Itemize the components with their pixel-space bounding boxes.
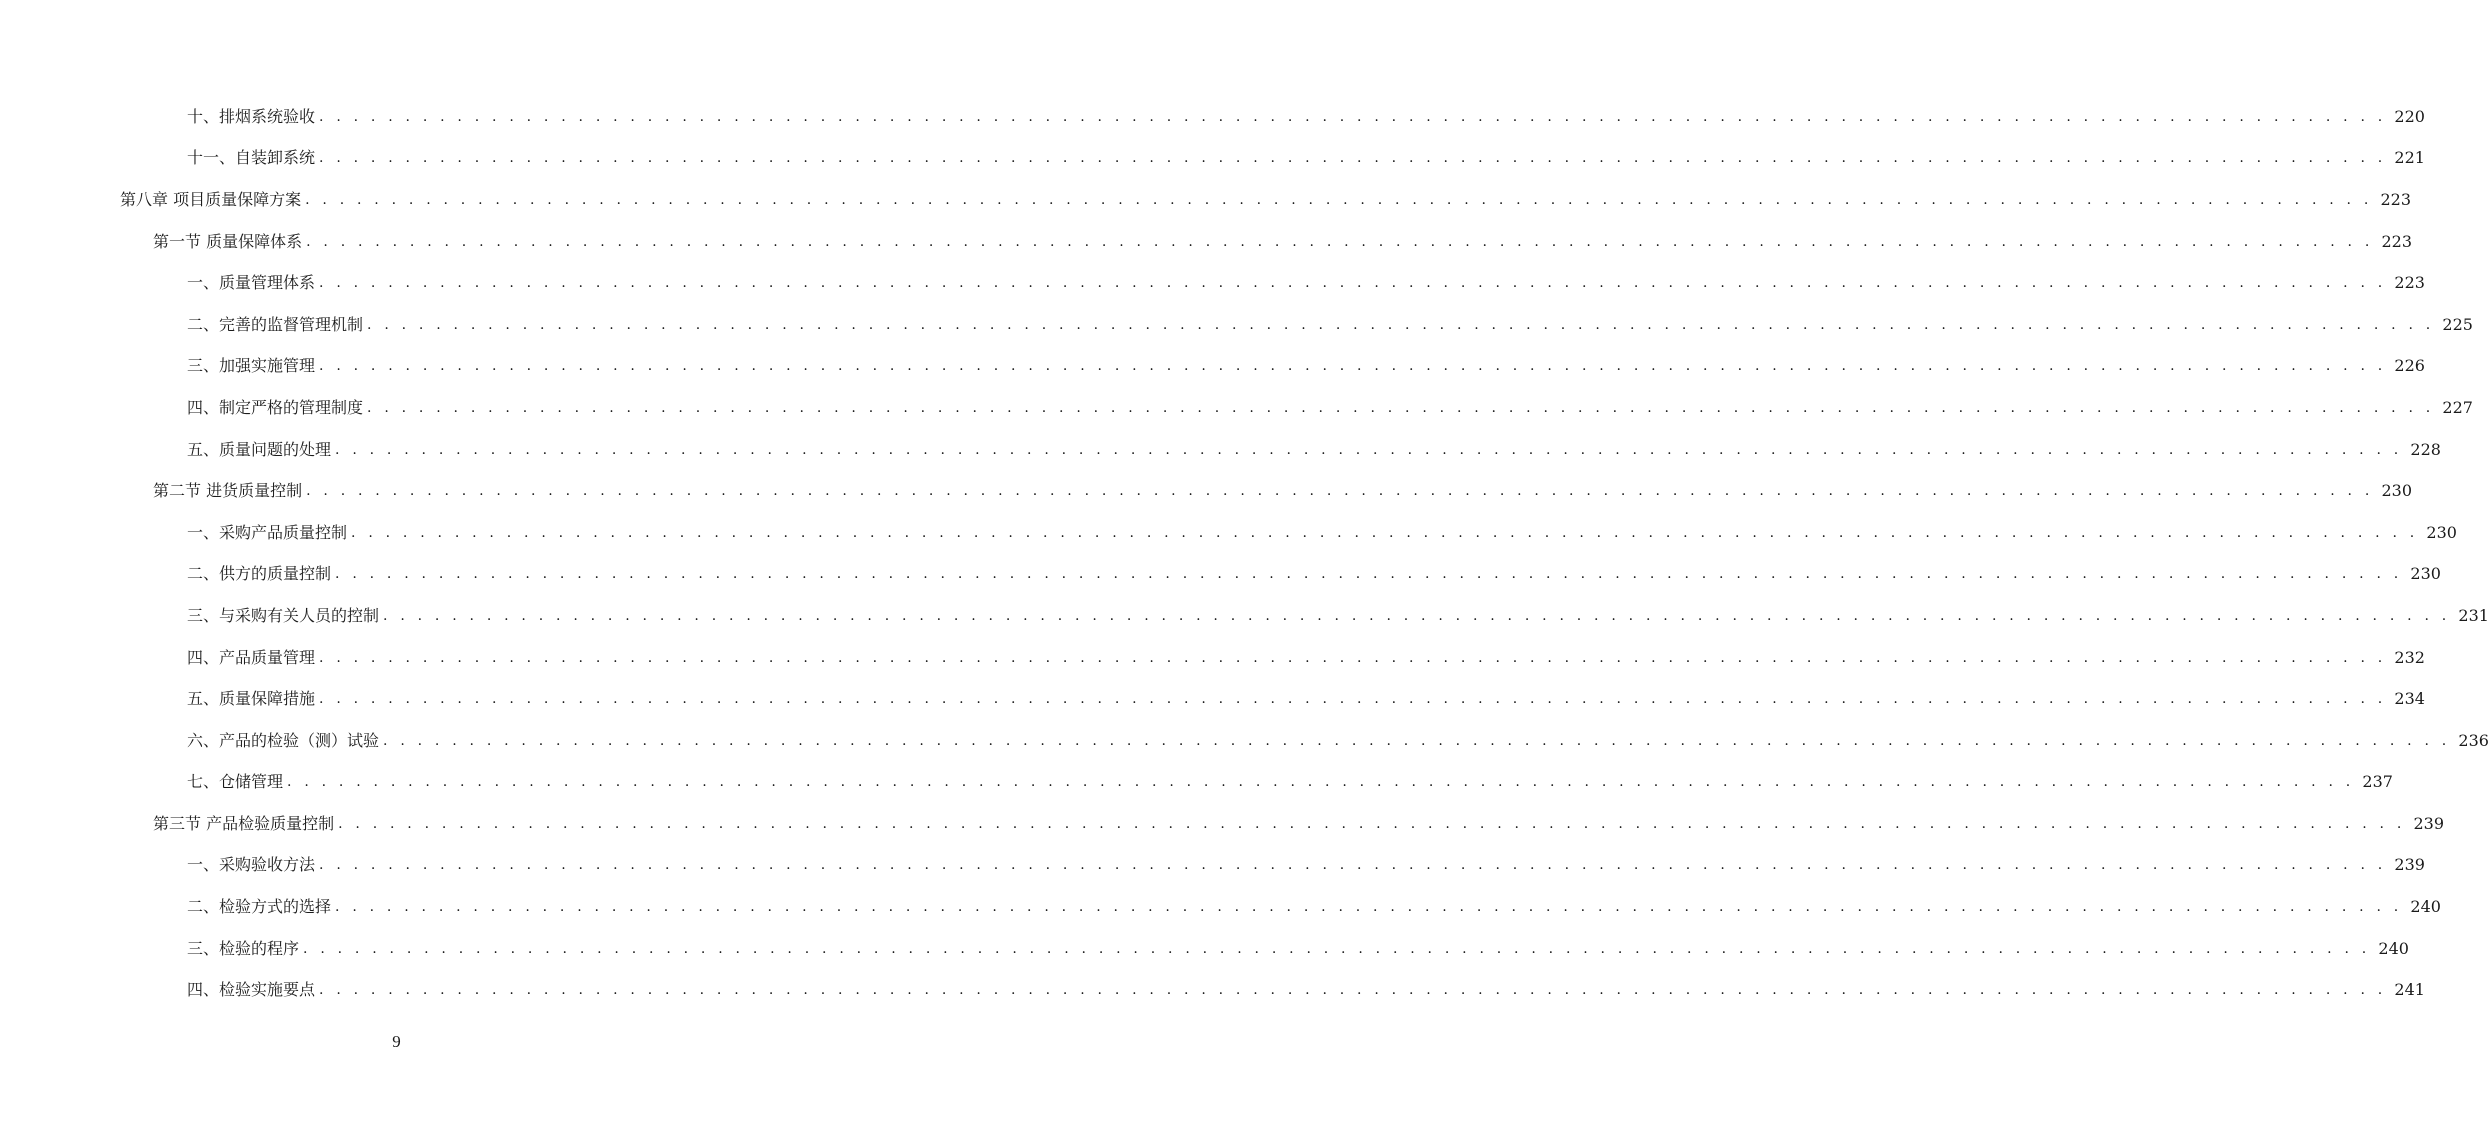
toc-entry-title: 二、完善的监督管理机制 — [187, 314, 364, 334]
toc-entry-page: 230 — [2426, 522, 2457, 542]
toc-entry-page: 228 — [2410, 439, 2441, 459]
toc-entry-title: 一、质量管理体系 — [187, 273, 316, 293]
toc-entry-page: 231 — [2458, 605, 2489, 625]
toc-dot-leader: . . . . . . . . . . . . . . . . . . . . . . . . . . . . . . . . . . . . . . . . . . . . . . . . . . . . . . . . . . . . . . . . . . . . . . . . . . . . . . . . . . . . . . . . . . . . . . . . . . . . . . . . . . . . . . . . . . . . . . . . — [319, 649, 2387, 666]
toc-dot-leader: . . . . . . . . . . . . . . . . . . . . . . . . . . . . . . . . . . . . . . . . . . . . . . . . . . . . . . . . . . . . . . . . . . . . . . . . . . . . . . . . . . . . . . . . . . . . . . . . . . . . . . . . . . . . . . . . . . . . . . . . — [305, 191, 2373, 208]
toc-entry-title: 十、排烟系统验收 — [187, 106, 316, 126]
toc-entry-title: 五、质量问题的处理 — [187, 439, 332, 459]
toc-entry[interactable] — [187, 720, 2489, 762]
toc-entry-page: 223 — [2394, 273, 2425, 293]
toc-entry[interactable] — [187, 762, 2393, 804]
toc-entry-page: 226 — [2394, 356, 2425, 376]
toc-entry-title: 三、检验的程序 — [187, 938, 300, 958]
toc-entry-page: 240 — [2378, 938, 2409, 958]
toc-dot-leader: . . . . . . . . . . . . . . . . . . . . . . . . . . . . . . . . . . . . . . . . . . . . . . . . . . . . . . . . . . . . . . . . . . . . . . . . . . . . . . . . . . . . . . . . . . . . . . . . . . . . . . . . . . . . . . . . . . . . . . . . — [303, 940, 2371, 957]
toc-dot-leader: . . . . . . . . . . . . . . . . . . . . . . . . . . . . . . . . . . . . . . . . . . . . . . . . . . . . . . . . . . . . . . . . . . . . . . . . . . . . . . . . . . . . . . . . . . . . . . . . . . . . . . . . . . . . . . . . . . . . . . . . — [335, 566, 2403, 583]
toc-entry[interactable] — [153, 803, 2445, 845]
toc-entry-page: 220 — [2394, 106, 2425, 126]
toc-entry-title: 六、产品的检验（测）试验 — [187, 730, 380, 750]
toc-dot-leader: . . . . . . . . . . . . . . . . . . . . . . . . . . . . . . . . . . . . . . . . . . . . . . . . . . . . . . . . . . . . . . . . . . . . . . . . . . . . . . . . . . . . . . . . . . . . . . . . . . . . . . . . . . . . . . . . . . . . . . . . — [351, 524, 2419, 541]
toc-entry-title: 十一、自装卸系统 — [187, 148, 316, 168]
toc-entry[interactable] — [187, 512, 2457, 554]
toc-entry[interactable] — [187, 96, 2425, 138]
toc-dot-leader: . . . . . . . . . . . . . . . . . . . . . . . . . . . . . . . . . . . . . . . . . . . . . . . . . . . . . . . . . . . . . . . . . . . . . . . . . . . . . . . . . . . . . . . . . . . . . . . . . . . . . . . . . . . . . . . . . . . . . . . . — [319, 691, 2387, 708]
toc-entry-title: 二、检验方式的选择 — [187, 897, 332, 917]
toc-entry-title: 第三节 产品检验质量控制 — [153, 813, 335, 833]
toc-dot-leader: . . . . . . . . . . . . . . . . . . . . . . . . . . . . . . . . . . . . . . . . . . . . . . . . . . . . . . . . . . . . . . . . . . . . . . . . . . . . . . . . . . . . . . . . . . . . . . . . . . . . . . . . . . . . . . . . . . . . . . . . — [383, 732, 2451, 749]
toc-entry-title: 七、仓储管理 — [187, 772, 284, 792]
toc-entry[interactable] — [187, 637, 2425, 679]
toc-dot-leader: . . . . . . . . . . . . . . . . . . . . . . . . . . . . . . . . . . . . . . . . . . . . . . . . . . . . . . . . . . . . . . . . . . . . . . . . . . . . . . . . . . . . . . . . . . . . . . . . . . . . . . . . . . . . . . . . . . . . . . . . — [319, 982, 2387, 999]
toc-entry-page: 239 — [2394, 855, 2425, 875]
toc-dot-leader: . . . . . . . . . . . . . . . . . . . . . . . . . . . . . . . . . . . . . . . . . . . . . . . . . . . . . . . . . . . . . . . . . . . . . . . . . . . . . . . . . . . . . . . . . . . . . . . . . . . . . . . . . . . . . . . . . . . . . . . . — [335, 441, 2403, 458]
toc-entry-page: 239 — [2413, 813, 2445, 833]
toc-entry[interactable] — [187, 886, 2441, 928]
toc-entry[interactable] — [187, 304, 2473, 346]
toc-entry-title: 一、采购产品质量控制 — [187, 522, 348, 542]
toc-entry-page: 227 — [2442, 397, 2473, 417]
toc-entry-title: 五、质量保障措施 — [187, 689, 316, 709]
toc-entry-title: 四、制定严格的管理制度 — [187, 397, 364, 417]
toc-entry[interactable] — [187, 429, 2441, 471]
toc-dot-leader: . . . . . . . . . . . . . . . . . . . . . . . . . . . . . . . . . . . . . . . . . . . . . . . . . . . . . . . . . . . . . . . . . . . . . . . . . . . . . . . . . . . . . . . . . . . . . . . . . . . . . . . . . . . . . . . . . . . . . . . . — [319, 108, 2387, 125]
toc-dot-leader: . . . . . . . . . . . . . . . . . . . . . . . . . . . . . . . . . . . . . . . . . . . . . . . . . . . . . . . . . . . . . . . . . . . . . . . . . . . . . . . . . . . . . . . . . . . . . . . . . . . . . . . . . . . . . . . . . . . . . . . . — [367, 399, 2435, 416]
toc-dot-leader: . . . . . . . . . . . . . . . . . . . . . . . . . . . . . . . . . . . . . . . . . . . . . . . . . . . . . . . . . . . . . . . . . . . . . . . . . . . . . . . . . . . . . . . . . . . . . . . . . . . . . . . . . . . . . . . . . . . . . . . . — [319, 275, 2387, 292]
toc-entry[interactable] — [187, 595, 2489, 637]
toc-entry-page: 230 — [2410, 564, 2441, 584]
table-of-contents — [0, 96, 2489, 1011]
toc-entry[interactable] — [187, 262, 2425, 304]
toc-dot-leader: . . . . . . . . . . . . . . . . . . . . . . . . . . . . . . . . . . . . . . . . . . . . . . . . . . . . . . . . . . . . . . . . . . . . . . . . . . . . . . . . . . . . . . . . . . . . . . . . . . . . . . . . . . . . . . . . . . . . . . . . — [319, 150, 2387, 167]
toc-entry[interactable] — [187, 554, 2441, 596]
toc-entry-title: 四、产品质量管理 — [187, 647, 316, 667]
toc-entry-page: 232 — [2394, 647, 2425, 667]
toc-entry-page: 230 — [2381, 481, 2413, 501]
toc-dot-leader: . . . . . . . . . . . . . . . . . . . . . . . . . . . . . . . . . . . . . . . . . . . . . . . . . . . . . . . . . . . . . . . . . . . . . . . . . . . . . . . . . . . . . . . . . . . . . . . . . . . . . . . . . . . . . . . . . . . . . . . . — [338, 815, 2406, 832]
toc-entry-page: 241 — [2394, 980, 2425, 1000]
toc-dot-leader: . . . . . . . . . . . . . . . . . . . . . . . . . . . . . . . . . . . . . . . . . . . . . . . . . . . . . . . . . . . . . . . . . . . . . . . . . . . . . . . . . . . . . . . . . . . . . . . . . . . . . . . . . . . . . . . . . . . . . . . . — [306, 233, 2374, 250]
toc-entry-title: 四、检验实施要点 — [187, 980, 316, 1000]
toc-entry[interactable] — [187, 845, 2425, 887]
toc-entry-page: 221 — [2394, 148, 2425, 168]
toc-entry-page: 223 — [2381, 231, 2413, 251]
toc-dot-leader: . . . . . . . . . . . . . . . . . . . . . . . . . . . . . . . . . . . . . . . . . . . . . . . . . . . . . . . . . . . . . . . . . . . . . . . . . . . . . . . . . . . . . . . . . . . . . . . . . . . . . . . . . . . . . . . . . . . . . . . . — [335, 899, 2403, 916]
toc-entry-title: 第八章 项目质量保障方案 — [120, 189, 302, 209]
toc-dot-leader: . . . . . . . . . . . . . . . . . . . . . . . . . . . . . . . . . . . . . . . . . . . . . . . . . . . . . . . . . . . . . . . . . . . . . . . . . . . . . . . . . . . . . . . . . . . . . . . . . . . . . . . . . . . . . . . . . . . . . . . . — [383, 607, 2451, 624]
toc-dot-leader: . . . . . . . . . . . . . . . . . . . . . . . . . . . . . . . . . . . . . . . . . . . . . . . . . . . . . . . . . . . . . . . . . . . . . . . . . . . . . . . . . . . . . . . . . . . . . . . . . . . . . . . . . . . . . . . . . . . . . . . . — [367, 316, 2435, 333]
toc-entry-title: 一、采购验收方法 — [187, 855, 316, 875]
toc-entry[interactable] — [187, 138, 2425, 180]
toc-entry[interactable] — [187, 387, 2473, 429]
toc-entry-page: 223 — [2380, 189, 2412, 209]
toc-entry-page: 225 — [2442, 314, 2473, 334]
toc-dot-leader: . . . . . . . . . . . . . . . . . . . . . . . . . . . . . . . . . . . . . . . . . . . . . . . . . . . . . . . . . . . . . . . . . . . . . . . . . . . . . . . . . . . . . . . . . . . . . . . . . . . . . . . . . . . . . . . . . . . . . . . . — [287, 774, 2355, 791]
toc-entry[interactable] — [187, 678, 2425, 720]
toc-entry-title: 三、与采购有关人员的控制 — [187, 605, 380, 625]
toc-dot-leader: . . . . . . . . . . . . . . . . . . . . . . . . . . . . . . . . . . . . . . . . . . . . . . . . . . . . . . . . . . . . . . . . . . . . . . . . . . . . . . . . . . . . . . . . . . . . . . . . . . . . . . . . . . . . . . . . . . . . . . . . — [319, 857, 2387, 874]
toc-dot-leader: . . . . . . . . . . . . . . . . . . . . . . . . . . . . . . . . . . . . . . . . . . . . . . . . . . . . . . . . . . . . . . . . . . . . . . . . . . . . . . . . . . . . . . . . . . . . . . . . . . . . . . . . . . . . . . . . . . . . . . . . — [319, 358, 2387, 375]
toc-entry-title: 三、加强实施管理 — [187, 356, 316, 376]
toc-entry-title: 二、供方的质量控制 — [187, 564, 332, 584]
toc-entry-page: 236 — [2458, 730, 2489, 750]
toc-entry[interactable] — [153, 221, 2413, 263]
page-number: 9 — [392, 1032, 401, 1051]
toc-entry-title: 第二节 进货质量控制 — [153, 481, 303, 501]
toc-entry-page: 237 — [2362, 772, 2393, 792]
toc-entry[interactable] — [187, 969, 2425, 1011]
toc-entry-title: 第一节 质量保障体系 — [153, 231, 303, 251]
toc-entry[interactable] — [187, 346, 2425, 388]
toc-entry[interactable] — [187, 928, 2409, 970]
toc-entry[interactable] — [153, 470, 2413, 512]
toc-entry[interactable] — [120, 179, 2412, 221]
toc-entry-page: 240 — [2410, 897, 2441, 917]
toc-dot-leader: . . . . . . . . . . . . . . . . . . . . . . . . . . . . . . . . . . . . . . . . . . . . . . . . . . . . . . . . . . . . . . . . . . . . . . . . . . . . . . . . . . . . . . . . . . . . . . . . . . . . . . . . . . . . . . . . . . . . . . . . — [306, 483, 2374, 500]
toc-entry-page: 234 — [2394, 689, 2425, 709]
